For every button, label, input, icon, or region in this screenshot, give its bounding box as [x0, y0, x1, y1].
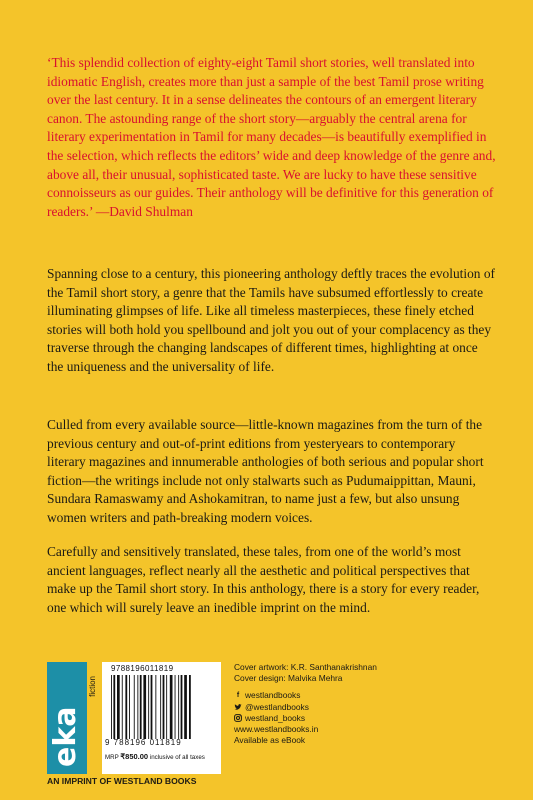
facebook-link[interactable]: [234, 690, 434, 701]
eka-logo-panel: [47, 662, 87, 774]
imprint-line: AN IMPRINT OF WESTLAND BOOKS: [47, 776, 197, 786]
instagram-link[interactable]: [234, 713, 434, 724]
price-line: [105, 752, 205, 761]
barcode-bar: [113, 675, 115, 739]
instagram-handle: westland_books: [245, 712, 306, 723]
barcode-bar: [117, 675, 120, 739]
instagram-icon: [234, 714, 242, 722]
barcode-bar: [122, 675, 123, 739]
barcode-bar: [160, 675, 161, 739]
website-link[interactable]: www.westlandbooks.in: [234, 724, 319, 735]
barcode-bar: [129, 675, 130, 739]
genre-text: fiction: [88, 676, 97, 697]
facebook-handle: westlandbooks: [245, 690, 301, 701]
blurb-paragraph-2: Culled from every available source—little-known magazines from the turn of the previous century and out-of-print editions from yesteryears to contemporary literary magazines and innumerable anthologies of both serious and popular short fiction—the writings include not only stalwarts such as Pudumaippittan, Mauni, Sundara Ramaswamy and Ashokamitran, to name just a few, but also unsung women writers and path-breaking modern voices.: [47, 417, 484, 525]
barcode-bar: [143, 675, 146, 739]
barcode-bar: [184, 675, 187, 739]
credits-block: [234, 662, 434, 746]
price-value: ₹850.00: [120, 752, 149, 761]
twitter-icon: [234, 703, 242, 711]
barcode-bar: [125, 675, 127, 739]
barcode-bar: [137, 675, 138, 739]
blurb-paragraph-1: Spanning close to a century, this pioneering anthology deftly traces the evolution of the Tamil short story, a genre that the Tamils have subsumed effortlessly to create illuminating glimpses of life. Like all timeless masterpieces, these finely etched stories will both hold you spellbound and jolt you out of your complacency as they traverse through the changing landscapes of different times, highlighting at once the uniqueness and the universality of life.: [47, 266, 495, 374]
barcode-bar: [163, 675, 165, 739]
blurb-paragraph-3: Carefully and sensitively translated, these tales, from one of the world’s most ancient languages, reflect nearly all the aesthetic and political perspectives that make up the Tamil short story. In this anthology, there is a story for every reader, one which will surely leave an inedible imprint on the mind.: [47, 544, 480, 615]
isbn-number: 9788196011819: [111, 664, 174, 673]
cover-design-credit: Cover design: Malvika Mehra: [234, 673, 343, 684]
barcode-bar: [155, 675, 156, 739]
facebook-icon: f: [236, 692, 240, 699]
isbn-digits: 9 788196 011819: [105, 738, 182, 747]
mrp-label: MRP: [105, 754, 119, 761]
barcode-bar: [166, 675, 167, 739]
twitter-handle: @westlandbooks: [245, 701, 309, 712]
barcode-bar: [111, 675, 112, 739]
barcode-bar: [189, 675, 191, 739]
barcode-bar: [175, 675, 176, 739]
barcode-block: [47, 662, 221, 774]
price-note: inclusive of all taxes: [149, 754, 205, 761]
barcode-bar: [140, 675, 142, 739]
barcode-bar: [134, 675, 135, 739]
twitter-link[interactable]: [234, 702, 434, 713]
ebook-note: Available as eBook: [234, 735, 306, 746]
cover-artwork-credit: Cover artwork: K.R. Santhanakrishnan: [234, 662, 377, 672]
eka-logo: eka: [48, 706, 83, 768]
endorsement-quote: ‘This splendid collection of eighty-eight Tamil short stories, well translated into idiomatic English, creates more than just a sample of the best Tamil prose writing over the last century. It in a sense delineates the contours of an emergent literary canon. The astounding range of the short story—arguably the central arena for literary experimentation in Tamil for many decades—is beautifully exemplified in the selection, which reflects the editors’ wide and deep knowledge of the genre and, above all, their unusual, sophisticated taste. We are lucky to have these sensitive connoisseurs as our guides. Their anthology will be definitive for this generation of readers.’ —David Shulman: [47, 55, 496, 219]
barcode-bar: [151, 675, 153, 739]
barcode-bar: [170, 675, 173, 739]
barcode-bars: [111, 675, 215, 739]
barcode-bar: [148, 675, 149, 739]
genre-label: [87, 662, 102, 774]
barcode-bar: [181, 675, 183, 739]
barcode-bar: [178, 675, 179, 739]
